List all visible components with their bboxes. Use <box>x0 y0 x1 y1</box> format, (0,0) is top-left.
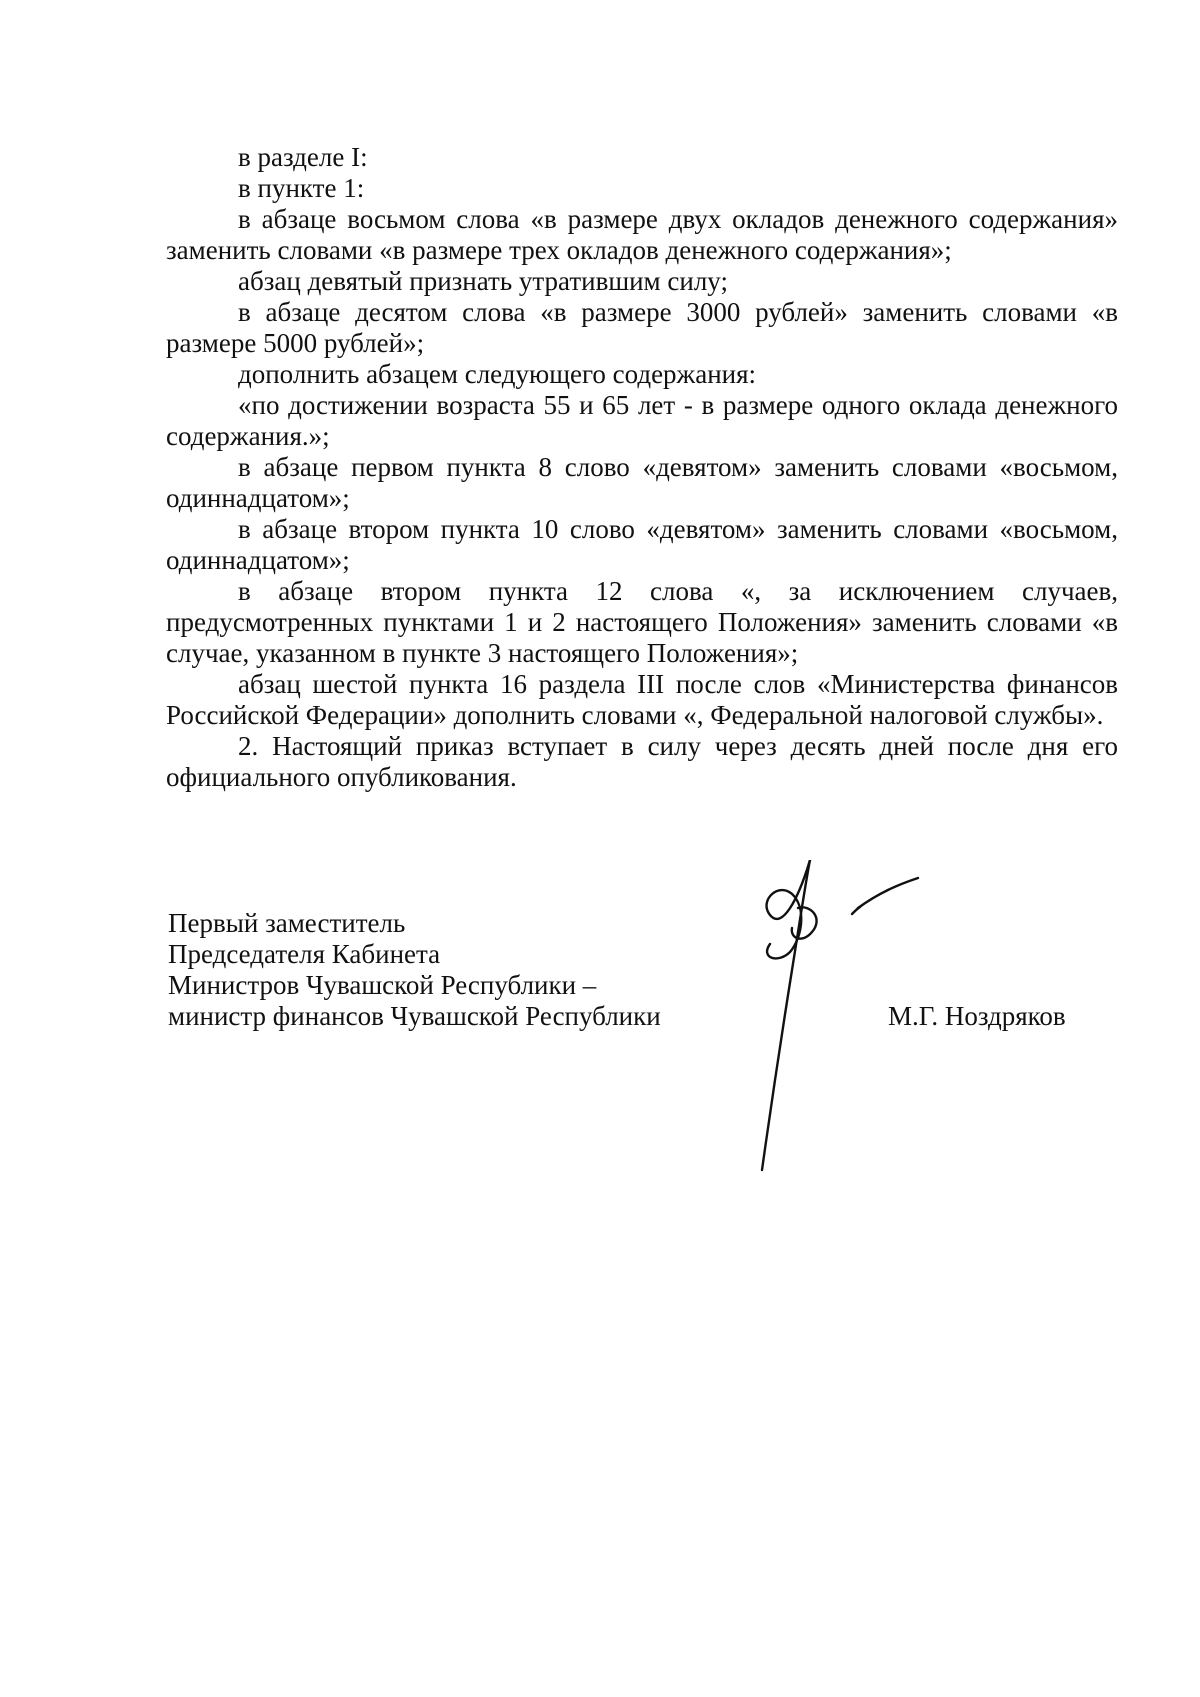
signatory-position-line: Первый заместитель <box>168 908 406 938</box>
signatory-position <box>168 908 728 1032</box>
paragraph: в пункте 1: <box>238 173 365 203</box>
paragraph: абзац шестой пункта 16 раздела III после слов «Министерства финансов Российской Федерации» дополнить словами «, Федеральной налоговой службы». <box>166 669 1118 730</box>
paragraph: в абзаце десятом слова «в размере 3000 рублей» заменить словами «в размере 5000 рублей»; <box>166 297 1118 358</box>
document-body <box>166 142 1118 793</box>
paragraph: 2. Настоящий приказ вступает в силу через десять дней после дня его официального опубликования. <box>166 731 1118 792</box>
signatory-position-line: министр финансов Чувашской Республики <box>168 1001 661 1031</box>
signer-name: М.Г. Ноздряков <box>888 1001 1066 1031</box>
paragraph: дополнить абзацем следующего содержания: <box>238 359 757 389</box>
paragraph: в абзаце первом пункта 8 слово «девятом» заменить словами «восьмом, одиннадцатом»; <box>166 452 1118 513</box>
signatory-position-line: Председателя Кабинета <box>168 939 441 969</box>
paragraph: в разделе I: <box>238 142 368 172</box>
signatory-position-line: Министров Чувашской Республики – <box>168 970 597 1000</box>
paragraph: в абзаце втором пункта 12 слова «, за исключением случаев, предусмотренных пунктами 1 и 2 настоящего Положения» заменить словами «в случае, указанном в пункте 3 настоящего Положения»; <box>166 576 1118 668</box>
paragraph: в абзаце втором пункта 10 слово «девятом» заменить словами «восьмом, одиннадцатом»; <box>166 514 1118 575</box>
paragraph: «по достижении возраста 55 и 65 лет - в размере одного оклада денежного содержания.»; <box>166 390 1118 451</box>
paragraph: абзац девятый признать утратившим силу; <box>238 266 728 296</box>
paragraph: в абзаце восьмом слова «в размере двух окладов денежного содержания» заменить словами «в размере трех окладов денежного содержания»; <box>166 204 1118 265</box>
